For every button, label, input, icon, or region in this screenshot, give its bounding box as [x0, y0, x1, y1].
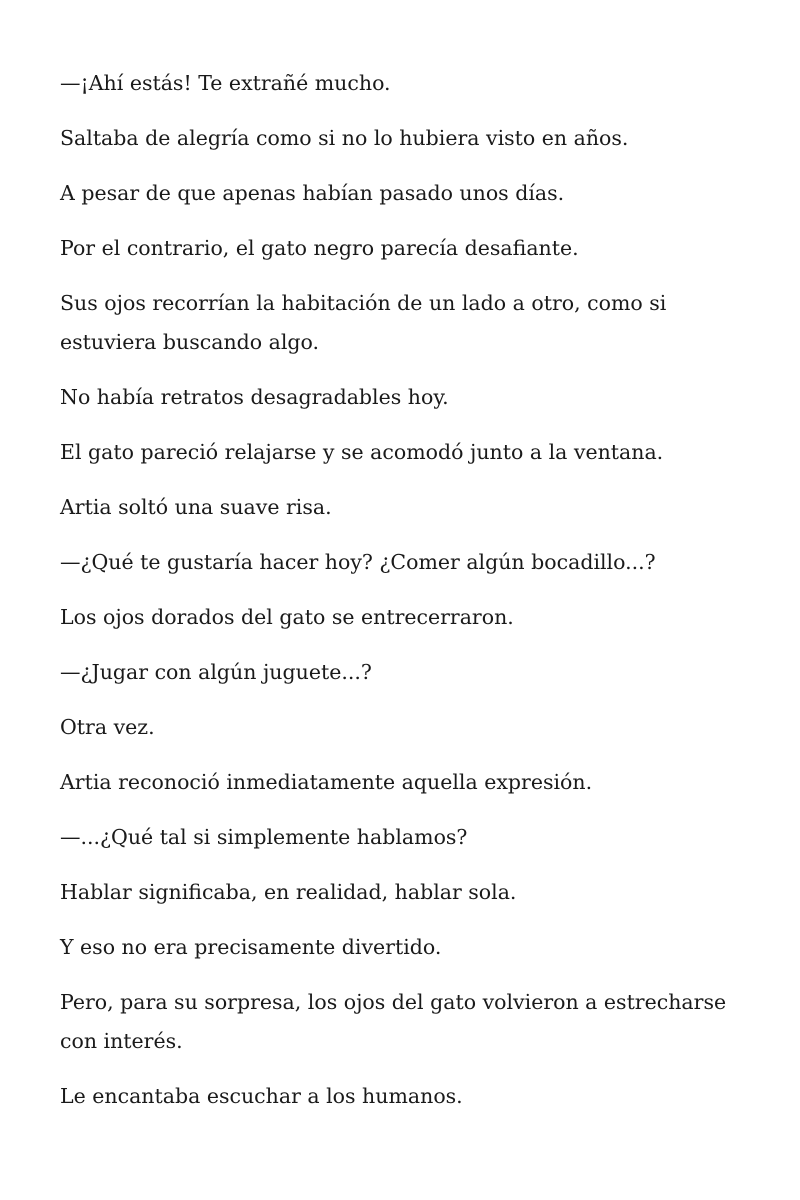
paragraph: Pero, para su sorpresa, los ojos del gato volvieron a estrecharse con interés. [60, 990, 727, 1053]
paragraph: —¿Jugar con algún juguete...? [60, 660, 372, 684]
document-page [60, 64, 740, 1132]
paragraph: —¡Ahí estás! Te extrañé mucho. [60, 71, 391, 95]
paragraph: Artia reconoció inmediatamente aquella expresión. [60, 770, 593, 794]
paragraph: Le encantaba escuchar a los humanos. [60, 1084, 463, 1108]
paragraph: A pesar de que apenas habían pasado unos días. [60, 181, 565, 205]
paragraph: Otra vez. [60, 715, 155, 739]
paragraph: Hablar significaba, en realidad, hablar sola. [60, 880, 517, 904]
paragraph: Por el contrario, el gato negro parecía desafiante. [60, 236, 579, 260]
paragraph: No había retratos desagradables hoy. [60, 385, 449, 409]
paragraph: Y eso no era precisamente divertido. [60, 935, 442, 959]
paragraph: Saltaba de alegría como si no lo hubiera visto en años. [60, 126, 629, 150]
paragraph: Los ojos dorados del gato se entrecerraron. [60, 605, 514, 629]
paragraph: —¿Qué te gustaría hacer hoy? ¿Comer algún bocadillo...? [60, 550, 656, 574]
paragraph: Sus ojos recorrían la habitación de un lado a otro, como si estuviera buscando algo. [60, 291, 667, 354]
paragraph: —...¿Qué tal si simplemente hablamos? [60, 825, 468, 849]
paragraph: El gato pareció relajarse y se acomodó junto a la ventana. [60, 440, 664, 464]
paragraph: Artia soltó una suave risa. [60, 495, 332, 519]
